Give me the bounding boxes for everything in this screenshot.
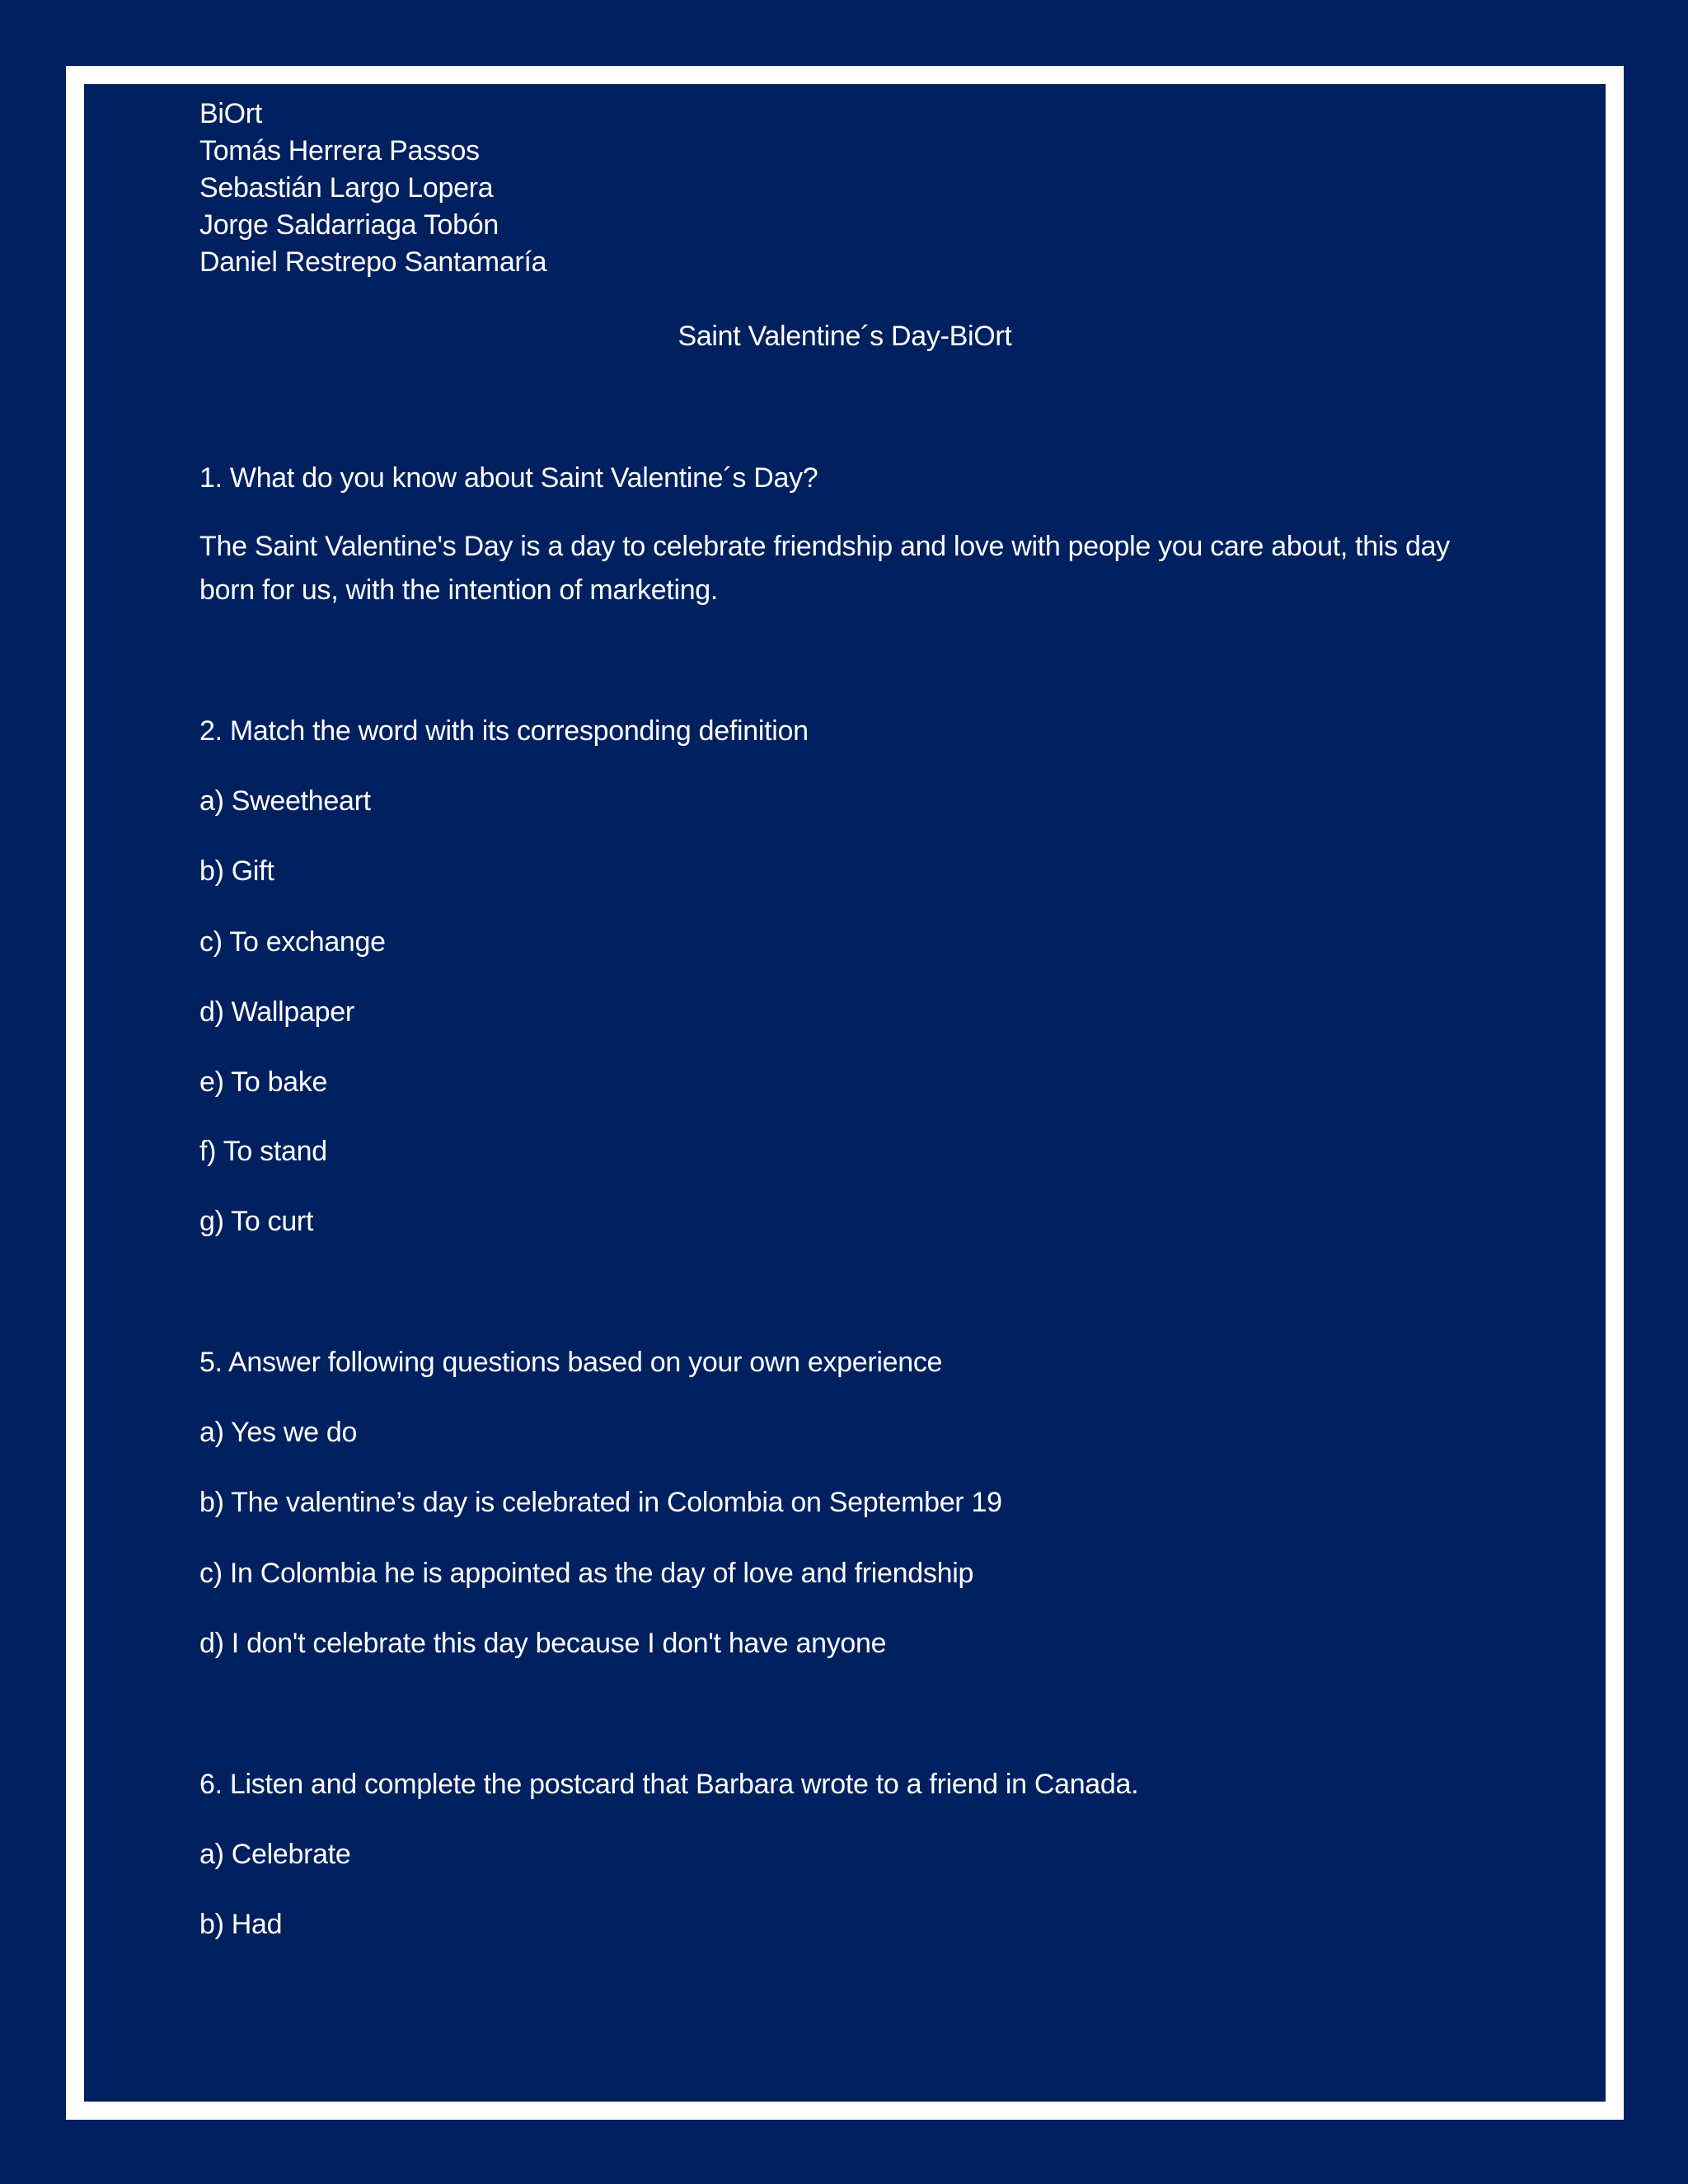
answer-1: The Saint Valentine's Day is a day to celebrate friendship and love with people you care about, this day born for us, with the intention of marketing.	[199, 531, 1450, 606]
list-item: a) Sweetheart	[199, 785, 371, 817]
author-name: Sebastián Largo Lopera	[199, 172, 494, 204]
author-name: Jorge Saldarriaga Tobón	[199, 209, 499, 241]
list-item: e) To bake	[199, 1066, 328, 1098]
list-item: b) Had	[199, 1909, 283, 1940]
question-1: 1. What do you know about Saint Valentine´s Day?	[199, 462, 818, 494]
question-5: 5. Answer following questions based on your own experience	[199, 1347, 943, 1378]
list-item: g) To curt	[199, 1206, 314, 1237]
question-2: 2. Match the word with its corresponding definition	[199, 715, 809, 747]
question-6: 6. Listen and complete the postcard that Barbara wrote to a friend in Canada.	[199, 1769, 1139, 1800]
list-item: a) Yes we do	[199, 1417, 358, 1448]
list-item: c) To exchange	[199, 926, 386, 958]
list-item: a) Celebrate	[199, 1839, 351, 1870]
list-item: c) In Colombia he is appointed as the day of love and friendship	[199, 1558, 974, 1589]
list-item: d) Wallpaper	[199, 996, 354, 1028]
list-item: b) The valentine’s day is celebrated in Colombia on September 19	[199, 1487, 1002, 1518]
document-title: Saint Valentine´s Day-BiOrt	[678, 321, 1012, 352]
list-item: f) To stand	[199, 1136, 327, 1167]
list-item: d) I don't celebrate this day because I don't have anyone	[199, 1628, 887, 1659]
author-name: Tomás Herrera Passos	[199, 135, 480, 166]
author-name: Daniel Restrepo Santamaría	[199, 246, 547, 278]
group-name: BiOrt	[199, 98, 262, 129]
list-item: b) Gift	[199, 855, 274, 887]
